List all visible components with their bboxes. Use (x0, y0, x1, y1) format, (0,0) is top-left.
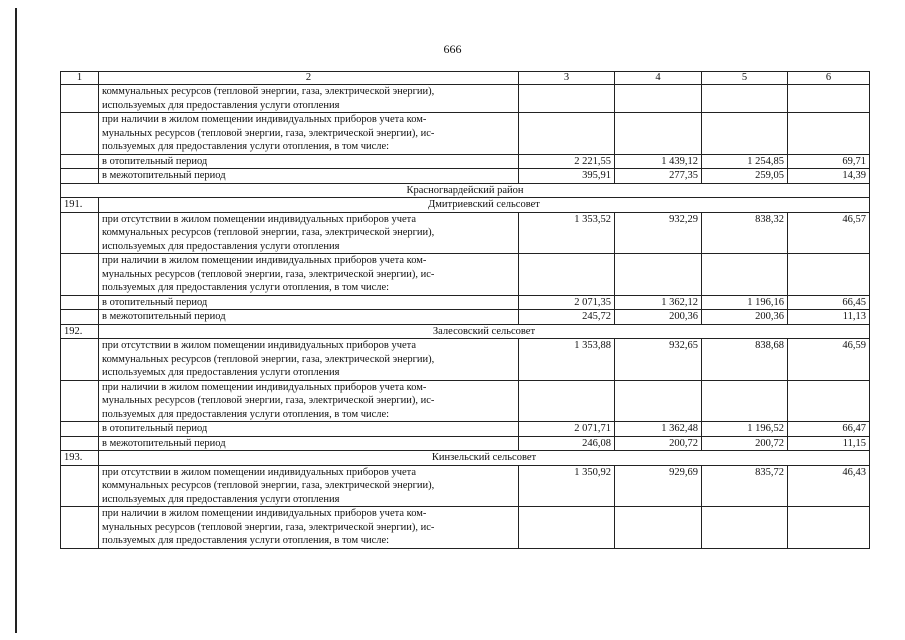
row-number (61, 507, 99, 549)
row-number (61, 465, 99, 507)
column-header: 6 (788, 72, 870, 85)
tariff-value (702, 113, 788, 155)
table-row (61, 507, 870, 549)
tariff-value: 2 071,71 (519, 422, 615, 437)
tariff-value (702, 507, 788, 549)
description-line: при отсутствии в жилом помещении индивидуальных приборов учета (102, 340, 417, 351)
period-row (61, 295, 870, 310)
tariff-value: 66,47 (788, 422, 870, 437)
period-label: в межотопительный период (99, 436, 519, 451)
tariff-value: 1 362,48 (615, 422, 702, 437)
column-header: 5 (702, 72, 788, 85)
description-line: используемых для предоставления услуги отопления (102, 99, 340, 111)
row-number (61, 154, 99, 169)
description-line: используемых для предоставления услуги отопления (102, 240, 340, 252)
description-line: пользуемых для предоставления услуги отопления, в том числе: (102, 282, 390, 293)
tariff-value: 2 221,55 (519, 154, 615, 169)
description-line: мунальных ресурсов (тепловой энергии, газа, электрической энергии), ис- (102, 395, 435, 406)
tariff-value (788, 85, 870, 113)
region-row (61, 183, 870, 198)
tariff-value (788, 113, 870, 155)
tariff-value: 395,91 (519, 169, 615, 184)
tariff-value: 259,05 (702, 169, 788, 184)
tariff-value: 11,13 (788, 310, 870, 325)
row-number (61, 113, 99, 155)
tariff-value: 66,45 (788, 295, 870, 310)
table-row (61, 212, 870, 254)
row-number (61, 339, 99, 381)
row-number (61, 310, 99, 325)
tariff-value: 1 254,85 (702, 154, 788, 169)
period-label: в отопительный период (99, 154, 519, 169)
row-number: 192. (61, 324, 99, 339)
column-header: 1 (61, 72, 99, 85)
column-header: 4 (615, 72, 702, 85)
description-line: коммунальных ресурсов (тепловой энергии, газа, электрической энергии), (102, 227, 435, 238)
description-line: при наличии в жилом помещении индивидуальных приборов учета ком- (102, 508, 427, 519)
settlement-row (61, 324, 870, 339)
row-description (99, 113, 519, 155)
description-line: при наличии в жилом помещении индивидуальных приборов учета ком- (102, 255, 427, 266)
period-label: в межотопительный период (99, 169, 519, 184)
period-row (61, 422, 870, 437)
tariff-value (519, 113, 615, 155)
tariff-value (702, 85, 788, 113)
settlement-title: Залесовский сельсовет (99, 324, 870, 339)
tariff-value (788, 507, 870, 549)
table-row (61, 465, 870, 507)
tariff-value: 1 439,12 (615, 154, 702, 169)
tariff-value: 200,36 (702, 310, 788, 325)
settlement-row (61, 198, 870, 213)
description-line: используемых для предоставления услуги отопления (102, 367, 340, 378)
settlement-row (61, 451, 870, 466)
tariff-value (519, 254, 615, 296)
tariff-value (702, 254, 788, 296)
description-line: при наличии в жилом помещении индивидуальных приборов учета ком- (102, 114, 427, 125)
tariff-value (615, 85, 702, 113)
description-line: при отсутствии в жилом помещении индивидуальных приборов учета (102, 466, 417, 478)
tariff-value: 200,36 (615, 310, 702, 325)
description-line: пользуемых для предоставления услуги отопления, в том числе: (102, 408, 390, 420)
tariff-value: 14,39 (788, 169, 870, 184)
tariff-value: 1 353,88 (519, 339, 615, 381)
tariff-value (615, 507, 702, 549)
description-line: коммунальных ресурсов (тепловой энергии, газа, электрической энергии), (102, 353, 435, 365)
tariff-value: 932,29 (615, 212, 702, 254)
row-number: 191. (61, 198, 99, 213)
tariff-value: 69,71 (788, 154, 870, 169)
column-header: 3 (519, 72, 615, 85)
row-description (99, 507, 519, 549)
row-number (61, 436, 99, 451)
tariff-value: 1 350,92 (519, 465, 615, 507)
period-row (61, 436, 870, 451)
tariff-value: 838,32 (702, 212, 788, 254)
region-title: Красногвардейский район (61, 183, 870, 198)
tariff-table-body (61, 72, 870, 549)
tariff-value: 200,72 (702, 436, 788, 451)
row-description (99, 380, 519, 422)
tariff-value: 46,43 (788, 465, 870, 507)
tariff-value: 1 353,52 (519, 212, 615, 254)
tariff-value (615, 254, 702, 296)
period-label: в отопительный период (99, 422, 519, 437)
row-number (61, 380, 99, 422)
table-row (61, 113, 870, 155)
description-line: при наличии в жилом помещении индивидуальных приборов учета ком- (102, 381, 427, 393)
tariff-value: 1 196,52 (702, 422, 788, 437)
settlement-title: Дмитриевский сельсовет (99, 198, 870, 213)
tariff-value: 11,15 (788, 436, 870, 451)
table-header-row (61, 72, 870, 85)
description-line: мунальных ресурсов (тепловой энергии, газа, электрической энергии), ис- (102, 268, 435, 280)
tariff-value (519, 507, 615, 549)
tariff-value: 932,65 (615, 339, 702, 381)
period-row (61, 169, 870, 184)
description-line: при отсутствии в жилом помещении индивидуальных приборов учета (102, 213, 417, 225)
tariff-value: 246,08 (519, 436, 615, 451)
tariff-value: 1 362,12 (615, 295, 702, 310)
tariff-value: 838,68 (702, 339, 788, 381)
tariff-value (519, 380, 615, 422)
row-number (61, 422, 99, 437)
row-number (61, 169, 99, 184)
row-number (61, 254, 99, 296)
tariff-table (60, 71, 870, 549)
row-description (99, 212, 519, 254)
tariff-value (702, 380, 788, 422)
row-description (99, 339, 519, 381)
description-line: мунальных ресурсов (тепловой энергии, газа, электрической энергии), ис- (102, 127, 435, 139)
tariff-value (519, 85, 615, 113)
row-number (61, 295, 99, 310)
description-line: пользуемых для предоставления услуги отопления, в том числе: (102, 141, 390, 152)
period-label: в отопительный период (99, 295, 519, 310)
row-description (99, 254, 519, 296)
row-number (61, 85, 99, 113)
table-row (61, 339, 870, 381)
tariff-value: 835,72 (702, 465, 788, 507)
scan-edge-line (15, 8, 17, 633)
row-number (61, 212, 99, 254)
period-row (61, 310, 870, 325)
description-line: пользуемых для предоставления услуги отопления, в том числе: (102, 535, 390, 546)
tariff-value: 277,35 (615, 169, 702, 184)
tariff-value: 2 071,35 (519, 295, 615, 310)
settlement-title: Кинзельский сельсовет (99, 451, 870, 466)
tariff-value: 46,59 (788, 339, 870, 381)
description-line: коммунальных ресурсов (тепловой энергии, газа, электрической энергии), (102, 480, 435, 491)
tariff-value (615, 380, 702, 422)
table-row (61, 85, 870, 113)
row-description (99, 465, 519, 507)
table-row (61, 380, 870, 422)
column-header: 2 (99, 72, 519, 85)
tariff-value: 46,57 (788, 212, 870, 254)
tariff-value: 1 196,16 (702, 295, 788, 310)
tariff-value: 929,69 (615, 465, 702, 507)
period-label: в межотопительный период (99, 310, 519, 325)
description-line: используемых для предоставления услуги отопления (102, 493, 340, 505)
tariff-value (788, 254, 870, 296)
tariff-value: 245,72 (519, 310, 615, 325)
tariff-value (788, 380, 870, 422)
description-line: коммунальных ресурсов (тепловой энергии, газа, электрической энергии), (102, 86, 435, 97)
tariff-value (615, 113, 702, 155)
period-row (61, 154, 870, 169)
row-number: 193. (61, 451, 99, 466)
page-number: 666 (443, 42, 462, 56)
row-description (99, 85, 519, 113)
description-line: мунальных ресурсов (тепловой энергии, газа, электрической энергии), ис- (102, 521, 435, 533)
tariff-value: 200,72 (615, 436, 702, 451)
table-row (61, 254, 870, 296)
